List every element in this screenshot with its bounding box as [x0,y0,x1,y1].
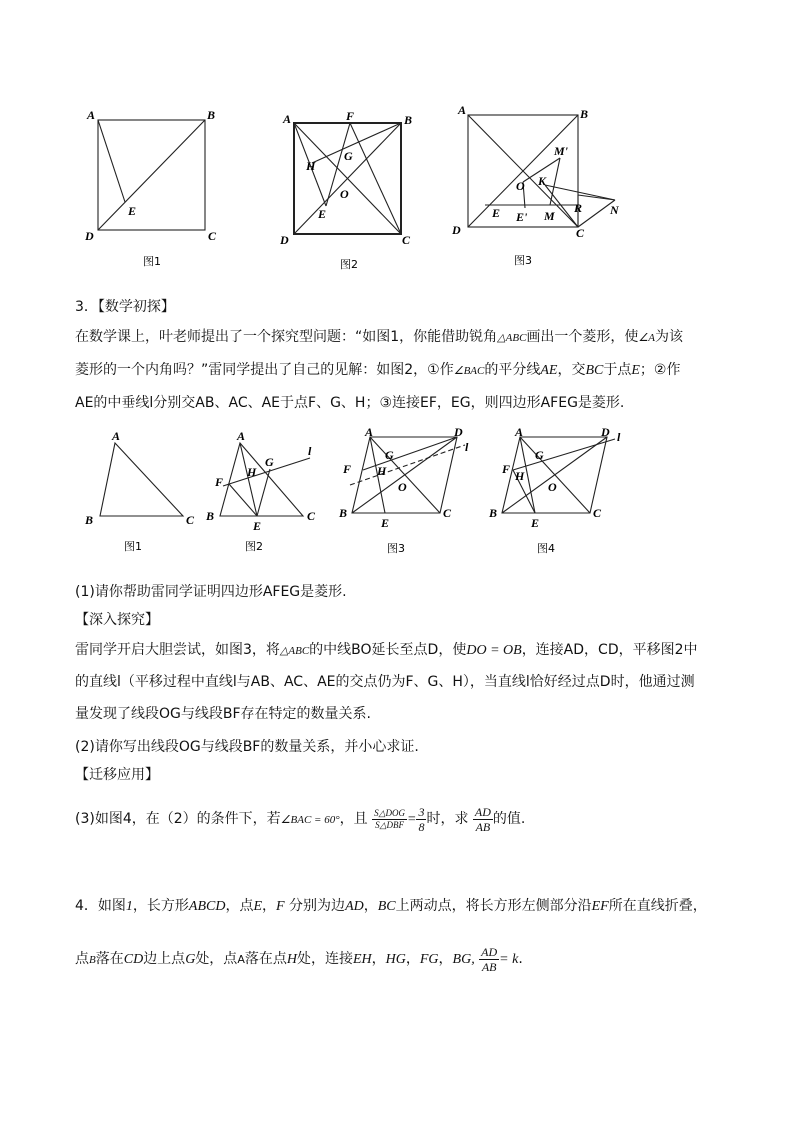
segment-ae [98,120,125,202]
intro-text: ，交 [557,362,586,378]
label-m-prime: M' [554,144,569,158]
p4-text: 上两动点，将长方形左侧部分沿 [395,898,592,914]
caption-fig1: 图1 [124,540,142,553]
var-ef: EF [591,899,609,914]
ratio-fraction [416,805,426,834]
label-c: C [576,226,585,240]
label-c: C [593,506,602,520]
question-2: (2)请你写出线段OG与线段BF的数量关系，并小心求证. [75,739,419,755]
var-bg: BG, [452,952,475,967]
caption-fig3: 图3 [387,542,405,555]
label-c: C [208,229,217,243]
ad-numerator: AD [481,944,498,959]
p4-text: 落在点 [244,951,287,967]
p4-text: . [518,951,523,967]
p4-text: ，点 [225,898,254,914]
label-e: E [253,519,262,533]
label-g: G [535,448,544,462]
var-h: H [286,952,297,967]
label-b: B [580,107,589,121]
problem4-line1 [75,896,707,917]
area-denominator: S△DBF [375,819,404,830]
p4-text: 点 [75,951,89,967]
label-h: H [247,465,257,479]
intro-text: 为该 [655,329,684,345]
label-a: A [87,108,96,122]
label-a: A [112,429,121,443]
line-l [513,439,615,470]
segment-hb [312,123,401,163]
triangle-outline [220,443,303,516]
var-ad: AD [345,899,364,914]
label-e: E [318,207,327,221]
equals-sign: = [407,812,417,827]
diagonal-db [98,120,205,230]
problem3-figure-1 [80,428,205,558]
intro-text: 菱形的一个内角吗？”雷同学提出了自己的见解：如图2，①作 [75,362,454,378]
p4-text: ， [262,898,277,914]
label-l: l [308,444,312,458]
label-l: l [617,430,621,444]
section-deep-explore: 【深入探究】 [75,612,159,628]
label-g: G [344,149,353,163]
area-ratio-fraction [372,808,407,831]
label-d: D [85,229,94,243]
label-f: F [502,462,511,476]
section-transfer-apply: 【迁移应用】 [75,767,159,783]
caption-fig2: 图2 [245,540,263,553]
label-o: O [516,179,525,193]
label-h: H [306,159,316,173]
var-fg: FG [419,952,439,967]
p4-text: ， [438,951,453,967]
angle-bac: ∠BAC [453,365,485,377]
label-a: A [515,425,524,439]
deep-line1 [75,640,698,661]
label-f: F [346,109,355,123]
var-b: B [89,954,96,966]
label-d: D [601,425,610,439]
ratio-numerator: 3 [418,804,425,819]
label-h: H [515,469,525,483]
figure-square-1 [85,105,225,270]
ab-denominator: AB [481,959,497,974]
label-r: R [574,201,583,215]
label-d: D [280,233,289,247]
deep-text: 的中线BO延长至点D，使 [309,642,467,658]
equation-do-ob: DO = OB [466,643,522,658]
triangle-abc: △ABC [279,645,310,657]
problem3-intro-line3: AE的中垂线l分别交AB、AC、AE于点F、G、H；③连接EF，EG，则四边形AFEG是菱形. [75,395,625,411]
figure-ref: 1 [125,899,133,914]
area-numerator: S△DOG [374,807,405,818]
triangle-outline [100,443,183,516]
label-c: C [186,513,195,527]
p4-text: 处，点 [195,951,238,967]
ab-denominator: AB [475,819,491,834]
label-g: G [385,448,394,462]
label-d: D [454,425,463,439]
label-o: O [340,187,349,201]
problem4-line2 [75,942,523,977]
p4-text: ， [363,898,378,914]
var-cd: CD [123,952,144,967]
var-abcd: ABCD [188,899,226,914]
p4-text: 所在直线折叠， [608,898,707,914]
label-a: A [365,425,374,439]
label-e-prime: E' [516,210,528,224]
var-e: E [253,899,263,914]
label-n: N [610,203,619,217]
deep-line3: 量发现了线段OG与线段BF存在特定的数量关系. [75,706,371,722]
label-o: O [548,480,557,494]
label-m: M [544,209,555,223]
label-b: B [207,108,216,122]
label-a: A [283,112,292,126]
label-c: C [402,233,411,247]
label-e: E [128,204,137,218]
segment-ge [257,469,270,516]
label-o: O [398,480,407,494]
intro-text: 于点 [603,362,632,378]
label-e: E [492,206,501,220]
problem3-intro-line1 [75,327,683,348]
label-k: K [538,174,547,188]
label-c: C [307,509,316,523]
intro-text: 在数学课上，叶老师提出了一个探究型问题：“如图1，你能借助锐角 [75,329,498,345]
problem3-figure-4 [485,425,635,560]
triangle-abc: △ABC [497,332,527,344]
deep-text: 雷同学开启大胆尝试，如图3，将 [75,642,280,658]
var-bc: BC [377,899,396,914]
label-b: B [404,113,413,127]
problem3-figure-2 [205,428,335,558]
caption-fig2: 图2 [340,258,358,271]
label-f: F [343,462,352,476]
deep-line2: 的直线l（平移过程中直线l与AB、AC、AE的交点仍为F、G、H），当直线l恰好经过点D时，他通过测 [75,674,695,690]
ad-ab-fraction [473,805,493,834]
var-a: A [237,953,245,966]
label-a: A [237,429,246,443]
label-b: B [339,506,348,520]
label-l: l [465,440,469,454]
p4-text: ， [371,951,386,967]
figure-square-2 [280,108,420,273]
label-d: D [452,223,461,237]
label-f: F [215,475,224,489]
angle-bac-60: ∠BAC = 60° [280,814,340,826]
deep-text: ，连接AD，CD，平移图2中 [521,642,698,658]
var-f: F [276,899,285,914]
question-3 [75,800,525,839]
figure-square-3 [450,100,640,270]
label-g: G [265,455,274,469]
intro-text: 的平分线 [484,362,541,378]
label-e: E [531,516,540,530]
label-a: A [458,103,467,117]
q3-text: (3)如图4，在（2）的条件下，若 [75,811,281,827]
var-g: G [185,952,196,967]
equals-k: = k [499,952,519,967]
q3-text: 时，求 [426,811,469,827]
p4-text: 4．如图 [75,898,126,914]
caption-fig3: 图3 [514,254,532,267]
caption-fig4: 图4 [537,542,555,555]
label-e: E [381,516,390,530]
var-ae: AE [540,363,558,378]
p4-text: ， [405,951,420,967]
segment-fc [350,123,401,234]
p4-text: 落在 [95,951,124,967]
var-eh: EH [352,952,372,967]
var-e: E [631,363,640,378]
ad-numerator: AD [474,804,491,819]
p4-text: ，长方形 [132,898,189,914]
label-c: C [443,506,452,520]
angle-a: ∠A [638,332,656,344]
caption-fig1: 图1 [143,255,161,268]
p4-text: 分别为边 [284,898,346,914]
label-b: B [206,509,215,523]
q3-text: 的值. [492,811,526,827]
p4-text: 边上点 [143,951,186,967]
var-bc: BC [585,363,604,378]
label-b: B [489,506,498,520]
label-h: H [377,464,387,478]
question-1: (1)请你帮助雷同学证明四边形AFEG是菱形. [75,584,347,600]
var-hg: HG [385,952,406,967]
q3-text: ，且 [339,811,368,827]
intro-text: 画出一个菱形，使 [526,329,639,345]
label-b: B [85,513,94,527]
ratio-denominator: 8 [418,819,425,834]
problem3-heading: 3．【数学初探】 [75,299,175,315]
p4-text: 处，连接 [296,951,353,967]
problem3-intro-line2 [75,360,680,381]
problem3-figure-3 [335,425,485,560]
ad-ab-fraction [479,945,499,974]
intro-text: ；②作 [639,362,681,378]
